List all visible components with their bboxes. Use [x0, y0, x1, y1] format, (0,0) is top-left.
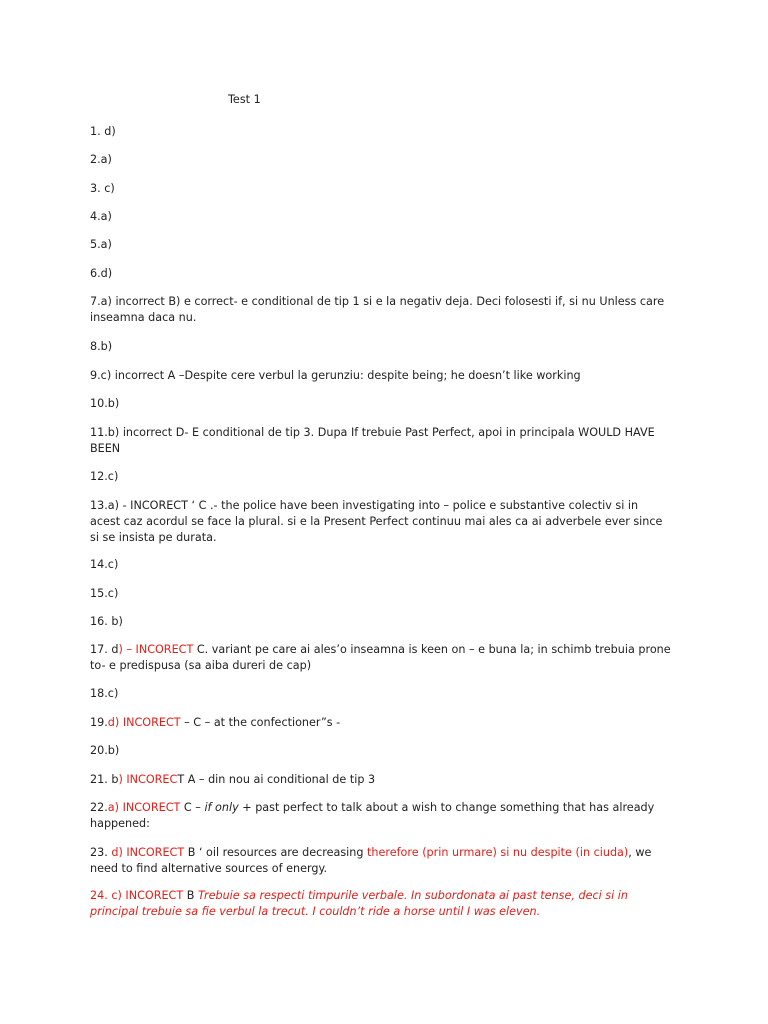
answer-11-line-1: 11.b) incorrect D- E conditional de tip 3. Dupa If trebuie Past Perfect, apoi in principala WOULD HAVE: [90, 426, 655, 439]
answer-24: [90, 888, 690, 920]
answer-23-line-1: [90, 845, 690, 861]
answer-23: [90, 845, 690, 877]
answer-13: [90, 498, 690, 546]
answer-24-explanation-2: principal trebuie sa fie verbul la trecut. I couldn’t ride a horse until I was eleven.: [90, 905, 541, 918]
document-title: Test 1: [228, 93, 261, 106]
answer-22-line-1: [90, 800, 690, 816]
answer-22-if-only: if only: [204, 801, 239, 814]
answer-11-line-2: BEEN: [90, 442, 121, 455]
answer-23-correction: therefore (prin urmare) si nu despite (in ciuda): [367, 846, 629, 859]
answer-13-line-1: 13.a) - INCORECT ‘ C .- the police have been investigating into – police e substantive colectiv si in: [90, 499, 639, 512]
answer-19-incorrect-mark: d) INCORECT: [107, 716, 181, 729]
answer-4: 4.a): [90, 210, 112, 223]
answer-17-line-1: [90, 642, 690, 658]
answer-24-line-1: [90, 888, 690, 904]
answer-14: 14.c): [90, 558, 119, 571]
answer-22-prefix: 22.: [90, 801, 108, 814]
answer-21-incorrect-mark: ) INCOREC: [118, 773, 178, 786]
answer-11: [90, 425, 690, 457]
answer-17: [90, 642, 690, 674]
answer-21: [90, 772, 690, 788]
answer-23-incorrect-mark: d) INCORECT: [111, 846, 185, 859]
answer-13-line-3: si se insista pe durata.: [90, 531, 217, 544]
answer-8: 8.b): [90, 340, 113, 353]
answer-22: [90, 800, 690, 832]
answer-13-line-2: acest caz acordul se face la plural. si e la Present Perfect continuu mai ales ca ai adverbele ever since: [90, 515, 663, 528]
answer-10: 10.b): [90, 397, 120, 410]
answer-24-explanation-1: Trebuie sa respecti timpurile verbale. In subordonata ai past tense, deci si in: [198, 889, 628, 902]
answer-7-line-1: 7.a) incorrect B) e correct- e conditional de tip 1 si e la negativ deja. Deci folosesti if, si nu Unless care: [90, 295, 665, 308]
answer-23-option: B ‘ oil resources are decreasing: [184, 846, 368, 859]
answer-17-line-2: to- e predispusa (sa aiba dureri de cap): [90, 659, 312, 672]
answer-19-explanation: – C – at the confectioner”s -: [180, 716, 341, 729]
answer-16: 16. b): [90, 615, 123, 628]
answer-7: [90, 294, 690, 326]
answer-23-line-2: need to find alternative sources of energy.: [90, 862, 328, 875]
answer-24-prefix: 24.: [90, 889, 112, 902]
answer-15: 15.c): [90, 587, 119, 600]
answer-18: 18.c): [90, 687, 119, 700]
answer-12: 12.c): [90, 470, 119, 483]
answer-7-line-2: inseamna daca nu.: [90, 311, 197, 324]
answer-24-option: B: [183, 889, 199, 902]
answer-22-line-2: happened:: [90, 817, 150, 830]
answer-22-incorrect-mark: a) INCORECT: [107, 801, 181, 814]
answer-24-incorrect-mark: c) INCORECT: [111, 889, 184, 902]
answer-17-prefix: 17. d: [90, 643, 119, 656]
answer-1: 1. d): [90, 125, 116, 138]
answer-6: 6.d): [90, 267, 113, 280]
answer-17-incorrect-mark: ) – INCORECT: [118, 643, 194, 656]
answer-9: 9.c) incorrect A –Despite cere verbul la gerunziu: despite being; he doesn’t like working: [90, 369, 581, 382]
answer-21-explanation: T A – din nou ai conditional de tip 3: [177, 773, 376, 786]
answer-19-prefix: 19.: [90, 716, 108, 729]
answer-20: 20.b): [90, 744, 120, 757]
answer-23-prefix: 23.: [90, 846, 112, 859]
answer-3: 3. c): [90, 182, 115, 195]
answer-19: [90, 715, 690, 731]
answer-2: 2.a): [90, 153, 112, 166]
answer-23-tail: , we: [628, 846, 652, 859]
answer-21-prefix: 21. b: [90, 773, 119, 786]
answer-22-option: C –: [180, 801, 205, 814]
answer-17-explanation: C. variant pe care ai ales’o inseamna is keen on – e buna la; in schimb trebuia prone: [193, 643, 671, 656]
answer-5: 5.a): [90, 238, 112, 251]
answer-22-explanation: + past perfect to talk about a wish to change something that has already: [238, 801, 655, 814]
